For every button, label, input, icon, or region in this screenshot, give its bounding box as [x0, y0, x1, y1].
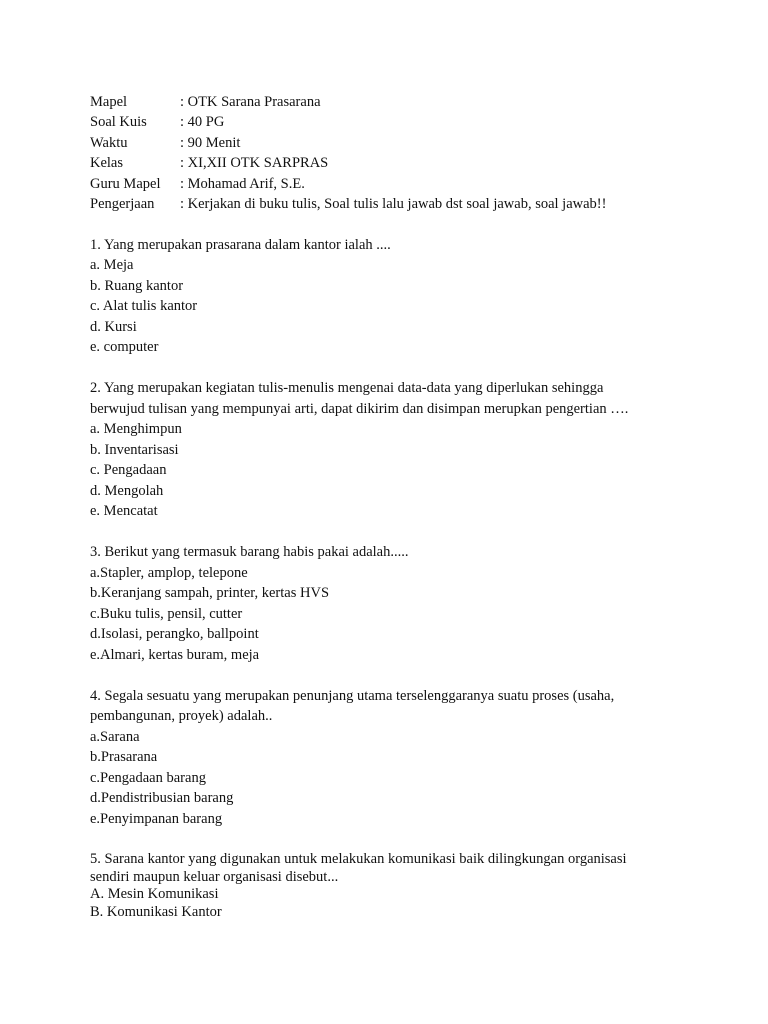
answer-option: e.Penyimpanan barang: [90, 810, 223, 827]
question-text: pembangunan, proyek) adalah..: [90, 708, 273, 725]
header-row-kelas: [90, 153, 710, 173]
question-text: berwujud tulisan yang mempunyai arti, dapat dikirim dan disimpan merupkan pengertian ….: [90, 400, 629, 417]
answer-option: e. computer: [90, 339, 159, 356]
answer-option: e. Mencatat: [90, 503, 158, 520]
answer-option: b.Prasarana: [90, 749, 158, 766]
answer-option: A. Mesin Komunikasi: [90, 886, 219, 903]
answer-option: d. Mengolah: [90, 482, 164, 499]
answer-option: a. Meja: [90, 257, 134, 274]
answer-option: B. Komunikasi Kantor: [90, 903, 222, 920]
header-value: : XI,XII OTK SARPRAS: [180, 155, 329, 172]
answer-option: a.Sarana: [90, 728, 140, 745]
answer-option: d. Kursi: [90, 318, 137, 335]
header-key: Soal Kuis: [90, 114, 147, 131]
question-1: [90, 235, 710, 358]
question-text: sendiri maupun keluar organisasi disebut...: [90, 868, 339, 885]
question-2: [90, 378, 710, 522]
answer-option: d.Pendistribusian barang: [90, 790, 234, 807]
header-key: Guru Mapel: [90, 175, 161, 192]
answer-option: c.Buku tulis, pensil, cutter: [90, 605, 243, 622]
header-row-waktu: [90, 133, 710, 153]
header-key: Pengerjaan: [90, 195, 155, 212]
header-value: : Mohamad Arif, S.E.: [180, 175, 305, 192]
quiz-header: [90, 92, 710, 214]
question-3: [90, 542, 710, 665]
header-value: : OTK Sarana Prasarana: [180, 94, 321, 110]
header-key: Kelas: [90, 155, 124, 172]
question-text: 2. Yang merupakan kegiatan tulis-menulis mengenai data-data yang diperlukan sehingga: [90, 380, 604, 397]
header-value: : Kerjakan di buku tulis, Soal tulis lalu jawab dst soal jawab, soal jawab!!: [180, 195, 607, 212]
answer-option: a.Stapler, amplop, telepone: [90, 564, 248, 581]
header-key: Mapel: [90, 94, 128, 110]
question-4: [90, 686, 710, 830]
answer-option: d.Isolasi, perangko, ballpoint: [90, 626, 259, 643]
header-row-mapel: [90, 92, 710, 112]
header-value: : 40 PG: [180, 114, 225, 131]
question-text: 5. Sarana kantor yang digunakan untuk melakukan komunikasi baik dilingkungan organisasi: [90, 851, 627, 868]
question-text: 1. Yang merupakan prasarana dalam kantor ialah ....: [90, 236, 391, 253]
answer-option: b. Inventarisasi: [90, 441, 179, 458]
header-row-soal-kuis: [90, 112, 710, 132]
question-text: 4. Segala sesuatu yang merupakan penunjang utama terselenggaranya suatu proses (usaha,: [90, 687, 615, 704]
quiz-document: [90, 92, 710, 921]
question-5: [90, 851, 710, 921]
header-row-pengerjaan: [90, 194, 710, 214]
answer-option: b.Keranjang sampah, printer, kertas HVS: [90, 585, 330, 602]
answer-option: a. Menghimpun: [90, 421, 182, 438]
header-key: Waktu: [90, 134, 128, 151]
answer-option: c. Alat tulis kantor: [90, 298, 198, 315]
answer-option: c. Pengadaan: [90, 462, 167, 479]
answer-option: c.Pengadaan barang: [90, 769, 206, 786]
answer-option: e.Almari, kertas buram, meja: [90, 646, 260, 663]
header-value: : 90 Menit: [180, 134, 241, 151]
answer-option: b. Ruang kantor: [90, 277, 184, 294]
header-row-guru-mapel: [90, 174, 710, 194]
question-text: 3. Berikut yang termasuk barang habis pakai adalah.....: [90, 544, 409, 561]
